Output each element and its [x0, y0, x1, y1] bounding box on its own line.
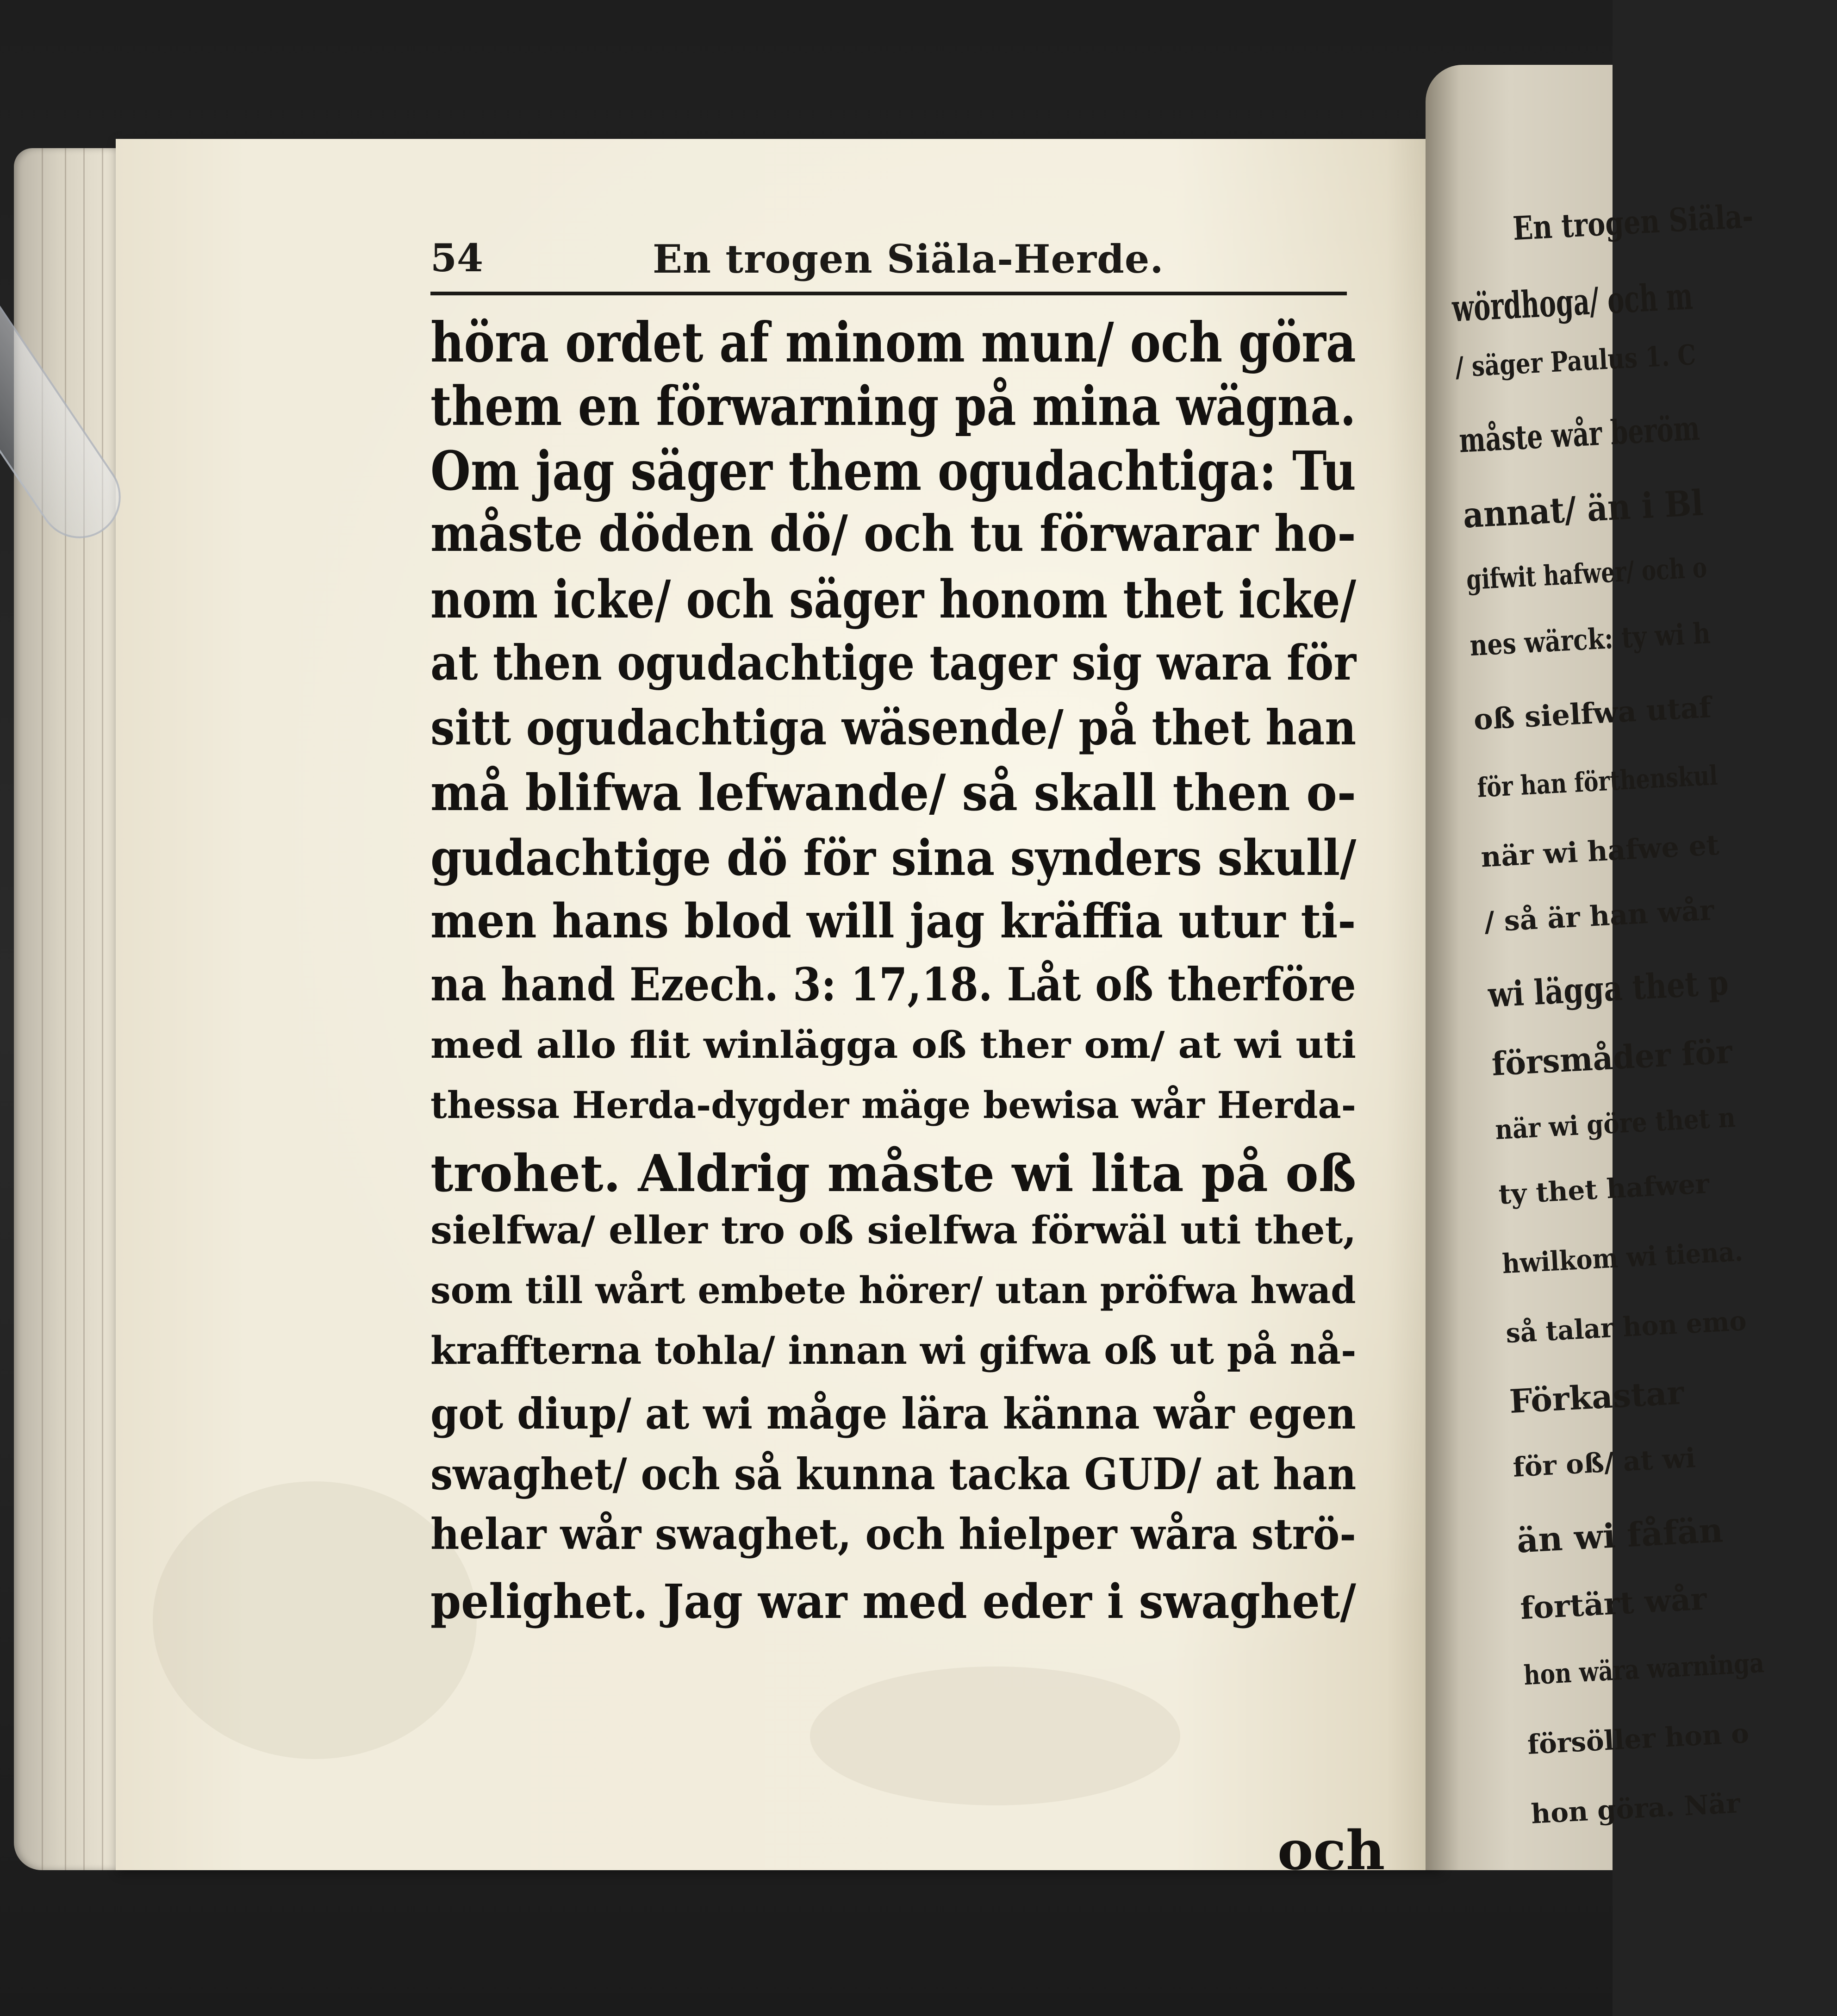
- running-title: En trogen Siäla-Herde.: [653, 236, 1164, 282]
- text-line: som till wårt embete hörer/ utan pröfwa hwad: [430, 1268, 1356, 1312]
- text-line: nom icke/ och säger honom thet icke/: [430, 569, 1357, 630]
- text-line: at then ogudachtige tager sig wara för: [430, 634, 1357, 691]
- text-line: måste döden dö/ och tu förwarar ho-: [430, 505, 1356, 563]
- text-line: them en förwarning på mina wägna.: [430, 375, 1356, 438]
- text-line: got diup/ at wi måge lära känna wår egen: [430, 1389, 1356, 1439]
- facing-line: Förkastar: [1508, 1373, 1685, 1421]
- paper-stain: [810, 1666, 1180, 1805]
- facing-line: wi lägga thet p: [1487, 963, 1730, 1016]
- text-line: med allo flit winlägga oß ther om/ at wi uti: [430, 1023, 1357, 1067]
- facing-line: hwilkom wi tiena.: [1501, 1236, 1744, 1280]
- facing-line: wördhoga/ och m: [1451, 274, 1694, 331]
- facing-line: gifwit hafwer/ och o: [1465, 551, 1708, 597]
- text-line: Om jag säger them ogudachtiga: Tu: [430, 440, 1356, 503]
- text-line: gudachtige dö för sina synders skull/: [430, 829, 1357, 886]
- page-edge-line: [102, 148, 103, 1870]
- facing-line: måste wår beröm: [1458, 408, 1701, 460]
- paper-stain: [153, 1481, 477, 1759]
- text-line: thessa Herda-dygder mäge bewisa wår Herda-: [430, 1083, 1356, 1127]
- facing-page-header: En trogen Siäla-: [1512, 197, 1755, 248]
- text-line: na hand Ezech. 3: 17,18. Låt oß therföre: [430, 958, 1356, 1011]
- facing-line: när wi hafwe et: [1480, 829, 1720, 874]
- catchword: och: [1277, 1819, 1385, 1882]
- page-edge-line: [83, 148, 85, 1870]
- facing-line: fortärt wår: [1519, 1580, 1708, 1627]
- page-header: [430, 236, 1356, 292]
- facing-line: hon göra. När: [1530, 1787, 1741, 1830]
- text-line: må blifwa lefwande/ så skall then o-: [430, 764, 1357, 822]
- facing-line: / så är han wår: [1483, 894, 1715, 939]
- text-line: sitt ogudachtiga wäsende/ på thet han: [430, 699, 1357, 756]
- facing-line: försöller hon o: [1526, 1717, 1750, 1760]
- facing-line: försmåder för: [1490, 1032, 1733, 1083]
- facing-line: hon wära warninga: [1523, 1647, 1765, 1691]
- header-rule: [430, 292, 1347, 295]
- facing-line: oß sielfwa utaf: [1473, 690, 1712, 737]
- facing-line: ty thet hafwer: [1498, 1167, 1710, 1211]
- facing-line: för oß/ at wi: [1512, 1442, 1697, 1483]
- text-line: men hans blod will jag kräffia utur ti-: [430, 893, 1356, 949]
- facing-line: nes wärck: ty wi h: [1469, 616, 1712, 663]
- text-line: swaghet/ och så kunna tacka GUD/ at han: [430, 1449, 1357, 1500]
- book-page-right: [1426, 65, 1765, 1870]
- facing-line: / säger Paulus 1. C: [1454, 338, 1697, 384]
- page-number: 54: [430, 236, 484, 281]
- text-line: helar wår swaghet, och hielper wåra strö-: [430, 1509, 1356, 1559]
- text-line: höra ordet af minom mun/ och göra: [430, 310, 1356, 374]
- text-line: sielfwa/ eller tro oß sielfwa förwäl uti thet,: [430, 1208, 1357, 1253]
- facing-line: annat/ än i Bl: [1462, 482, 1705, 536]
- facing-line: än wi fåfän: [1515, 1510, 1724, 1560]
- facing-line: så talar hon emo: [1505, 1305, 1748, 1349]
- facing-line: för han förthenskul: [1476, 759, 1719, 804]
- text-line: pelighet. Jag war med eder i swaghet/: [430, 1574, 1356, 1629]
- text-line: trohet. Aldrig måste wi lita på oß: [430, 1143, 1357, 1203]
- text-line: kraffterna tohla/ innan wi gifwa oß ut på nå-: [430, 1329, 1357, 1373]
- facing-line: när wi göre thet n: [1494, 1101, 1737, 1146]
